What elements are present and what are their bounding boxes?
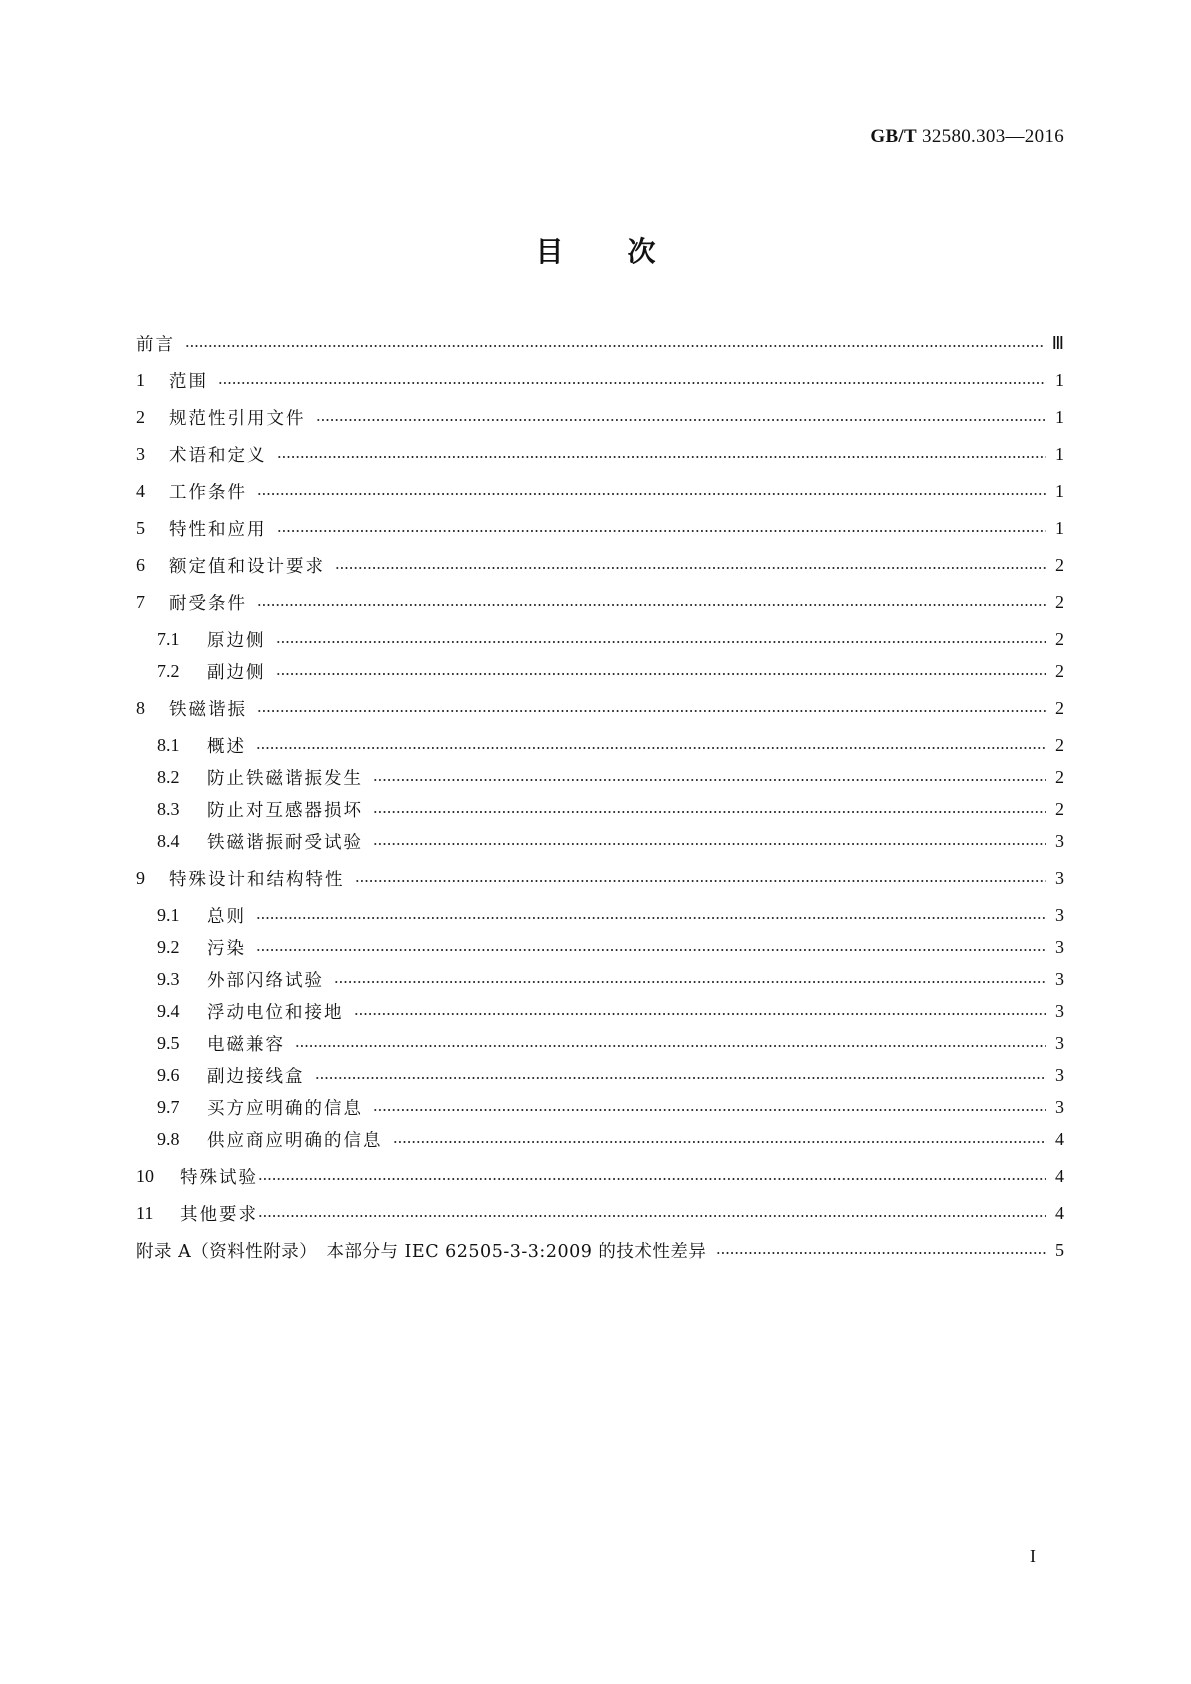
toc-entry-page: 2 [1055,628,1064,649]
dot-leader [373,1108,1046,1112]
toc-entry-title: 铁磁谐振耐受试验 [207,832,363,853]
toc-entry-page: 3 [1055,904,1064,925]
toc-entry-number: 9.3 [157,968,180,989]
page-number: I [1030,1546,1036,1566]
dot-leader [295,1044,1046,1048]
toc-entry-number: 2 [136,406,145,427]
toc-entry-page: 1 [1055,517,1064,538]
toc-entry[interactable] [136,932,1064,962]
toc-entry-page: 1 [1055,406,1064,427]
toc-entry-page: 4 [1055,1202,1064,1223]
toc-entry-number: 9.2 [157,936,180,957]
toc-entry[interactable] [136,1060,1064,1090]
toc-entry-title: 外部闪络试验 [207,970,324,991]
toc-entry-title: 铁磁谐振 [169,699,247,720]
toc-entry-number: 11 [136,1202,154,1223]
toc-entry-title: 防止对互感器损坏 [207,800,363,821]
toc-entry-page: 3 [1055,968,1064,989]
toc-entry-number: 9.1 [157,904,180,925]
toc-entry-page: 3 [1055,1000,1064,1021]
dot-leader [256,916,1046,920]
toc-entry[interactable] [136,365,1064,395]
toc-entry-number: 8 [136,697,145,718]
toc-entry-page: 2 [1055,734,1064,755]
dot-leader [277,529,1047,533]
toc-entry[interactable] [136,1092,1064,1122]
toc-entry-title: 副边侧 [207,662,266,683]
dot-leader [256,948,1046,952]
dot-leader [257,603,1046,607]
toc-entry[interactable] [136,794,1064,824]
standard-prefix: GB/T [870,126,917,147]
toc-entry-title: 规范性引用文件 [169,408,306,429]
toc-entry-title: 其他要求 [180,1204,258,1225]
dot-leader [258,1177,1046,1181]
toc-entry-page: 4 [1055,1128,1064,1149]
toc-entry-title: 附录 A（资料性附录） 本部分与 IEC 62505-3-3:2009 的技术性差异 [136,1241,707,1262]
dot-leader [335,566,1046,570]
page-title [0,230,1191,270]
toc-entry-number: 9.6 [157,1064,180,1085]
title-char: 目 [535,235,564,268]
toc-entry-title: 污染 [207,938,246,959]
toc-entry-title: 范围 [169,371,208,392]
toc-entry[interactable] [136,1235,1064,1265]
toc-entry[interactable] [136,624,1064,654]
toc-entry[interactable] [136,513,1064,543]
toc-entry-page: 3 [1055,936,1064,957]
dot-leader [256,746,1046,750]
toc-entry-number: 8.2 [157,766,180,787]
toc-entry-number: 9.5 [157,1032,180,1053]
toc-entry-number: 3 [136,443,145,464]
dot-leader [373,842,1046,846]
toc-entry-page: 2 [1055,697,1064,718]
dot-leader [257,709,1046,713]
toc-entry[interactable] [136,587,1064,617]
dot-leader [373,778,1046,782]
toc-entry-page: Ⅲ [1051,332,1064,353]
toc-entry[interactable] [136,328,1064,358]
toc-entry-title: 浮动电位和接地 [207,1002,344,1023]
toc-entry-title: 特殊设计和结构特性 [169,869,345,890]
toc-entry-title: 原边侧 [207,630,266,651]
toc-entry-page: 3 [1055,1064,1064,1085]
dot-leader [277,455,1047,459]
dot-leader [257,492,1046,496]
toc-entry-page: 5 [1055,1239,1064,1260]
standard-code: 32580.303—2016 [922,126,1064,147]
toc-entry-number: 9.8 [157,1128,180,1149]
toc-entry[interactable] [136,1198,1064,1228]
toc-entry[interactable] [136,402,1064,432]
toc-entry-title: 特性和应用 [169,519,267,540]
toc-entry-number: 4 [136,480,145,501]
toc-entry-title: 工作条件 [169,482,247,503]
toc-entry-title: 防止铁磁谐振发生 [207,768,363,789]
toc-entry-page: 2 [1055,766,1064,787]
dot-leader [355,879,1047,883]
toc-entry-number: 8.1 [157,734,180,755]
toc-entry-title: 供应商应明确的信息 [207,1130,383,1151]
toc-entry-page: 3 [1055,867,1064,888]
toc-entry[interactable] [136,693,1064,723]
dot-leader [185,344,1044,348]
toc-entry-page: 3 [1055,1032,1064,1053]
toc-entry-page: 4 [1055,1165,1064,1186]
dot-leader [354,1012,1047,1016]
standard-number [870,126,1064,148]
toc-entry-title: 术语和定义 [169,445,267,466]
dot-leader [316,418,1047,422]
toc-entry[interactable] [136,900,1064,930]
toc-entry-page: 3 [1055,1096,1064,1117]
toc-entry-title: 概述 [207,736,246,757]
toc-entry[interactable] [136,996,1064,1026]
toc-entry[interactable] [136,762,1064,792]
toc-entry-number: 9.7 [157,1096,180,1117]
toc-entry-number: 7.2 [157,660,180,681]
toc-entry-title: 额定值和设计要求 [169,556,325,577]
toc-entry-number: 10 [136,1165,154,1186]
dot-leader [276,640,1047,644]
toc-entry-number: 9 [136,867,145,888]
toc-entry[interactable] [136,1124,1064,1154]
toc-entry-page: 2 [1055,660,1064,681]
toc-entry-number: 7 [136,591,145,612]
toc-entry-page: 1 [1055,443,1064,464]
toc-entry[interactable] [136,476,1064,506]
toc-entry[interactable] [136,863,1064,893]
title-char: 次 [627,235,656,268]
toc-entry[interactable] [136,1028,1064,1058]
dot-leader [716,1251,1046,1255]
toc-entry-page: 2 [1055,591,1064,612]
toc-entry-page: 1 [1055,480,1064,501]
toc-entry-title: 电磁兼容 [207,1034,285,1055]
toc-entry-page: 2 [1055,554,1064,575]
toc-entry-number: 9.4 [157,1000,180,1021]
toc-entry-title: 耐受条件 [169,593,247,614]
dot-leader [218,381,1046,385]
toc-entry-number: 1 [136,369,145,390]
toc-entry-number: 6 [136,554,145,575]
toc-entry-number: 8.3 [157,798,180,819]
toc-entry-page: 1 [1055,369,1064,390]
toc-entry-number: 5 [136,517,145,538]
toc-entry-title: 前言 [136,334,175,355]
toc-entry[interactable] [136,964,1064,994]
toc-entry-title: 总则 [207,906,246,927]
dot-leader [258,1214,1046,1218]
dot-leader [315,1076,1047,1080]
toc-entry-page: 2 [1055,798,1064,819]
toc-entry-number: 7.1 [157,628,180,649]
dot-leader [276,672,1047,676]
toc-entry[interactable] [136,439,1064,469]
toc-entry-title: 买方应明确的信息 [207,1098,363,1119]
toc-entry[interactable] [136,826,1064,856]
toc-entry-page: 3 [1055,830,1064,851]
toc-entry[interactable] [136,730,1064,760]
toc-entry-title: 特殊试验 [180,1167,258,1188]
toc-entry-title: 副边接线盒 [207,1066,305,1087]
dot-leader [393,1140,1047,1144]
toc-entry[interactable] [136,550,1064,580]
toc-entry[interactable] [136,656,1064,686]
toc-entry[interactable] [136,1161,1064,1191]
toc-entry-number: 8.4 [157,830,180,851]
dot-leader [334,980,1046,984]
dot-leader [373,810,1046,814]
